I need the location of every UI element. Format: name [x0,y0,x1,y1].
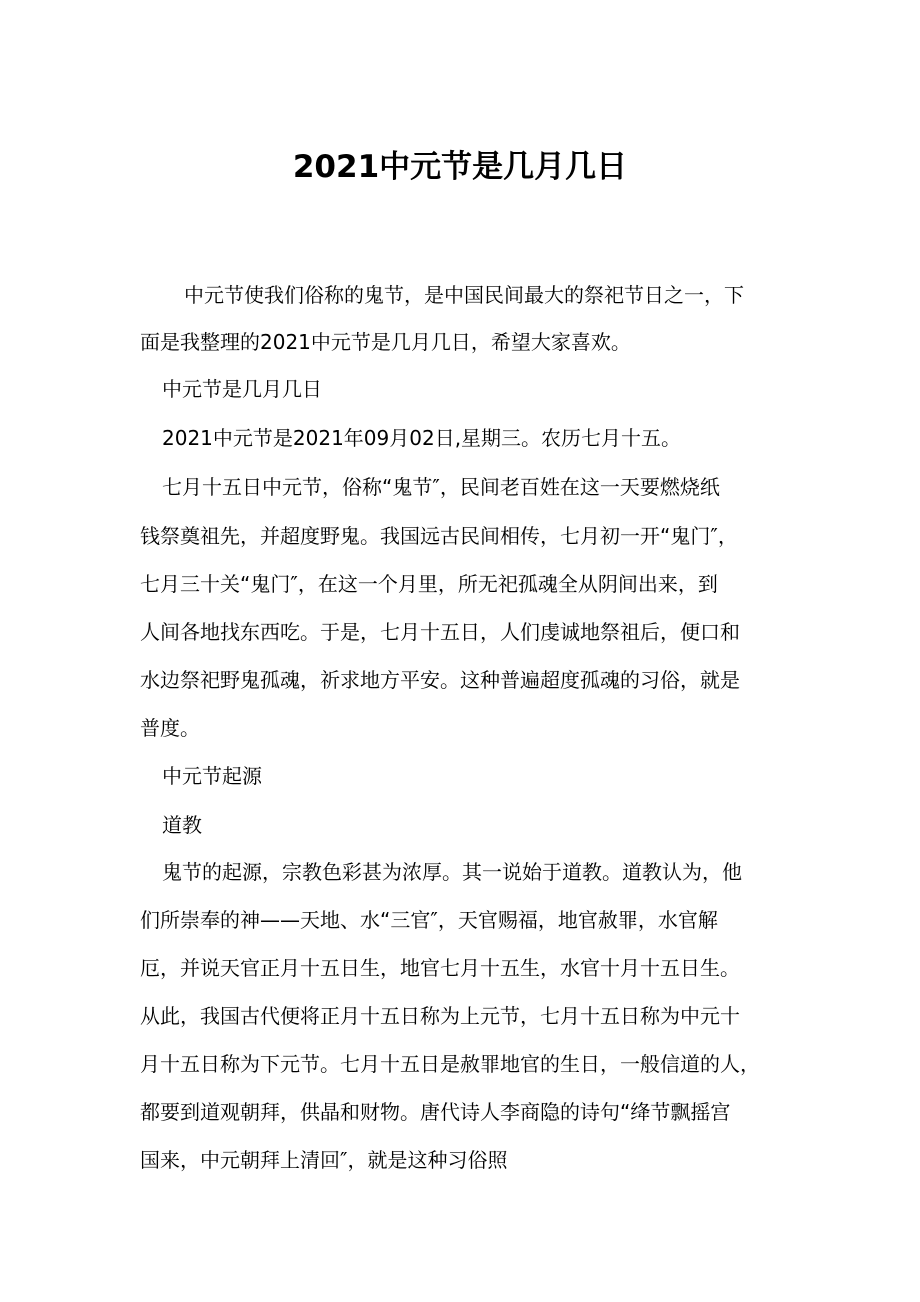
paragraph-line: 月十五日称为下元节。七月十五日是赦罪地官的生日，一般信道的人， [140,1052,760,1076]
paragraph-line: 七月三十关“鬼门″，在这一个月里，所无祀孤魂全从阴间出来，到 [140,572,718,596]
paragraph-line: 都要到道观朝拜，供晶和财物。唐代诗人李商隐的诗句“绛节飘摇宫 [140,1100,731,1124]
section-heading: 中元节是几月几日 [162,377,322,401]
paragraph-line: 普度。 [140,716,200,740]
subsection-heading: 道教 [162,813,202,837]
paragraph-line: 水边祭祀野鬼孤魂，祈求地方平安。这种普遍超度孤魂的习俗，就是 [140,668,740,692]
document-title: 2021中元节是几月几日 [292,149,628,185]
paragraph-line: 人间各地找东西吃。于是，七月十五日，人们虔诚地祭祖后，便口和 [140,620,740,644]
paragraph-line: 鬼节的起源，宗教色彩甚为浓厚。其一说始于道教。道教认为，他 [162,860,742,884]
paragraph-line: 从此，我国古代便将正月十五日称为上元节，七月十五日称为中元十 [140,1004,740,1028]
paragraph-line: 国来，中元朝拜上清回″，就是这种习俗照 [140,1148,508,1172]
paragraph-line: 七月十五日中元节，俗称“鬼节″，民间老百姓在这一天要燃烧纸 [162,475,720,499]
paragraph-line: 们所崇奉的神——天地、水“三官″，天官赐福，地官赦罪，水官解 [140,908,718,932]
paragraph-line: 2021中元节是2021年09月02日,星期三。农历七月十五。 [162,426,682,450]
paragraph-line: 钱祭奠祖先，并超度野鬼。我国远古民间相传，七月初一开“鬼门″， [140,524,738,548]
paragraph-line: 中元节使我们俗称的鬼节，是中国民间最大的祭祀节日之一，下 [184,283,744,307]
paragraph-line: 面是我整理的2021中元节是几月几日，希望大家喜欢。 [140,330,631,354]
paragraph-line: 厄，并说天官正月十五日生，地官七月十五生，水官十月十五日生。 [140,956,740,980]
section-heading: 中元节起源 [162,764,262,788]
